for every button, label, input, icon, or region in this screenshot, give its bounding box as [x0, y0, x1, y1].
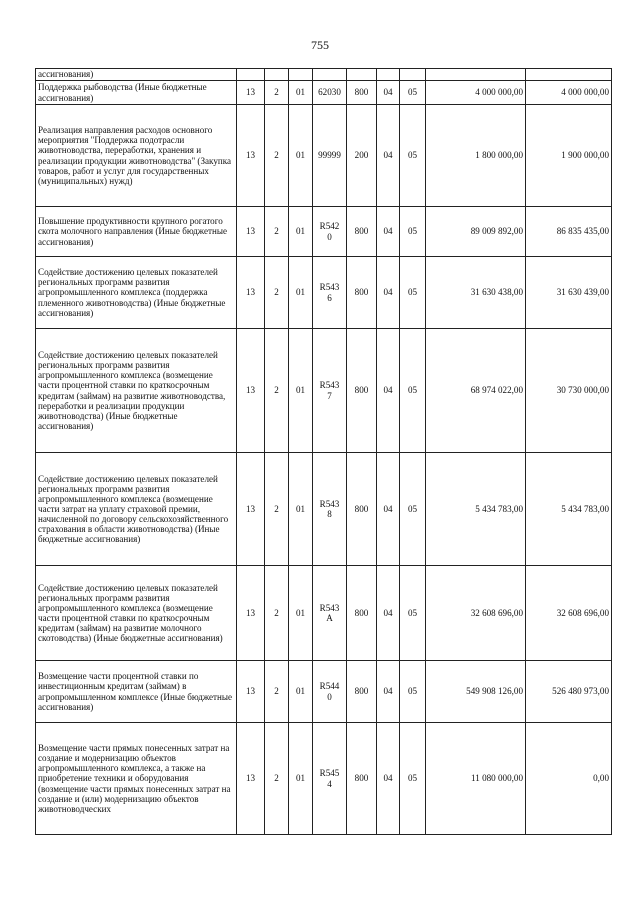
program-code-cell: 13: [237, 81, 265, 105]
subprogram-code-cell: 2: [265, 661, 289, 723]
row-name-cell: Возмещение части процентной ставки по инвестиционным кредитам (займам) в агропромышленном комплексе (Иные бюджетные ассигнования): [36, 661, 237, 723]
amount-year1-cell: 1 800 000,00: [426, 105, 526, 207]
event-code-cell: 01: [289, 105, 313, 207]
subsection-cell: 05: [400, 257, 426, 329]
table-row: [36, 105, 612, 207]
row-name-cell: Реализация направления расходов основного мероприятия "Поддержка подотрасли животноводства, переработки, хранения и реализации продукции животноводства" (Закупка товаров, работ и услуг для государственных (муниципальных) нужд): [36, 105, 237, 207]
subsection-cell: 05: [400, 723, 426, 835]
row-name-cell: Содействие достижению целевых показателей региональных программ развития агропромышленного комплекса (поддержка племенного животноводства) (Иные бюджетные ассигнования): [36, 257, 237, 329]
subprogram-code-cell: 2: [265, 207, 289, 257]
subprogram-code-cell: 2: [265, 566, 289, 661]
subsection-cell: 05: [400, 566, 426, 661]
subprogram-code-cell: 2: [265, 257, 289, 329]
direction-code-cell: R543 7: [313, 329, 347, 453]
table-row: [36, 723, 612, 835]
table-row: [36, 257, 612, 329]
amount-year2-cell: 526 480 973,00: [526, 661, 612, 723]
row-name-cell: Повышение продуктивности крупного рогатого скота молочного направления (Иные бюджетные ассигнования): [36, 207, 237, 257]
row-name-cell: Поддержка рыбоводства (Иные бюджетные ассигнования): [36, 81, 237, 105]
amount-year1-cell: 31 630 438,00: [426, 257, 526, 329]
amount-year2-cell: 5 434 783,00: [526, 453, 612, 566]
program-code-cell: 13: [237, 329, 265, 453]
direction-code-cell: R543 A: [313, 566, 347, 661]
direction-code-cell: R545 4: [313, 723, 347, 835]
section-cell: 04: [377, 105, 400, 207]
event-code-cell: 01: [289, 329, 313, 453]
amount-year2-cell: 31 630 439,00: [526, 257, 612, 329]
program-code-cell: 13: [237, 105, 265, 207]
amount-year2-cell: 1 900 000,00: [526, 105, 612, 207]
amount-year1-cell: 68 974 022,00: [426, 329, 526, 453]
amount-year2-cell: 30 730 000,00: [526, 329, 612, 453]
direction-code-cell: 99999: [313, 105, 347, 207]
program-code-cell: 13: [237, 723, 265, 835]
page-number: 755: [311, 38, 329, 52]
row-name-cell: Содействие достижению целевых показателей региональных программ развития агропромышленного комплекса (возмещение части процентной ставки по краткосрочным кредитам (займам) на развитие животноводства, переработки и реализации продукции животноводства) (Иные бюджетные ассигнования): [36, 329, 237, 453]
subprogram-code-cell: [265, 69, 289, 81]
row-name-cell: ассигнования): [36, 69, 237, 81]
table-row: [36, 453, 612, 566]
amount-year2-cell: 0,00: [526, 723, 612, 835]
expense-type-cell: 800: [347, 81, 377, 105]
subsection-cell: [400, 69, 426, 81]
direction-code-cell: [313, 69, 347, 81]
program-code-cell: 13: [237, 453, 265, 566]
subsection-cell: 05: [400, 105, 426, 207]
expense-type-cell: 800: [347, 453, 377, 566]
row-name-cell: Содействие достижению целевых показателей региональных программ развития агропромышленного комплекса (возмещение части процентной ставки по краткосрочным кредитам (займам) на развитие молочного скотоводства) (Иные бюджетные ассигнования): [36, 566, 237, 661]
amount-year2-cell: 4 000 000,00: [526, 81, 612, 105]
subprogram-code-cell: 2: [265, 105, 289, 207]
subprogram-code-cell: 2: [265, 453, 289, 566]
amount-year2-cell: 32 608 696,00: [526, 566, 612, 661]
amount-year2-cell: [526, 69, 612, 81]
amount-year1-cell: 89 009 892,00: [426, 207, 526, 257]
expense-type-cell: 200: [347, 105, 377, 207]
program-code-cell: [237, 69, 265, 81]
expense-type-cell: 800: [347, 723, 377, 835]
row-name-cell: Возмещение части прямых понесенных затрат на создание и модернизацию объектов агропромышленного комплекса, а также на приобретение техники и оборудования (возмещение части прямых понесенных затрат на создание и (или) модернизацию объектов животноводческих: [36, 723, 237, 835]
table-row: [36, 81, 612, 105]
event-code-cell: 01: [289, 257, 313, 329]
expense-type-cell: 800: [347, 329, 377, 453]
subprogram-code-cell: 2: [265, 81, 289, 105]
direction-code-cell: R543 6: [313, 257, 347, 329]
table-row: [36, 69, 612, 81]
direction-code-cell: 62030: [313, 81, 347, 105]
section-cell: 04: [377, 207, 400, 257]
program-code-cell: 13: [237, 207, 265, 257]
program-code-cell: 13: [237, 566, 265, 661]
subsection-cell: 05: [400, 207, 426, 257]
amount-year2-cell: 86 835 435,00: [526, 207, 612, 257]
event-code-cell: 01: [289, 566, 313, 661]
expense-type-cell: 800: [347, 257, 377, 329]
expense-type-cell: 800: [347, 566, 377, 661]
subsection-cell: 05: [400, 661, 426, 723]
row-name-cell: Содействие достижению целевых показателей региональных программ развития агропромышленного комплекса (возмещение части затрат на уплату страховой премии, начисленной по договору сельскохозяйственного страхования в области животноводства) (Иные бюджетные ассигнования): [36, 453, 237, 566]
subprogram-code-cell: 2: [265, 329, 289, 453]
direction-code-cell: R542 0: [313, 207, 347, 257]
table-row: [36, 207, 612, 257]
amount-year1-cell: 4 000 000,00: [426, 81, 526, 105]
section-cell: 04: [377, 723, 400, 835]
table-body: [36, 69, 612, 835]
section-cell: 04: [377, 453, 400, 566]
table-row: [36, 329, 612, 453]
section-cell: 04: [377, 81, 400, 105]
event-code-cell: 01: [289, 81, 313, 105]
amount-year1-cell: [426, 69, 526, 81]
event-code-cell: 01: [289, 661, 313, 723]
section-cell: 04: [377, 661, 400, 723]
section-cell: 04: [377, 257, 400, 329]
event-code-cell: 01: [289, 453, 313, 566]
table-row: [36, 566, 612, 661]
budget-table: [35, 68, 612, 835]
amount-year1-cell: 5 434 783,00: [426, 453, 526, 566]
subsection-cell: 05: [400, 329, 426, 453]
expense-type-cell: 800: [347, 661, 377, 723]
table-row: [36, 661, 612, 723]
event-code-cell: [289, 69, 313, 81]
expense-type-cell: [347, 69, 377, 81]
program-code-cell: 13: [237, 257, 265, 329]
event-code-cell: 01: [289, 207, 313, 257]
section-cell: 04: [377, 566, 400, 661]
subsection-cell: 05: [400, 453, 426, 566]
expense-type-cell: 800: [347, 207, 377, 257]
section-cell: 04: [377, 329, 400, 453]
amount-year1-cell: 549 908 126,00: [426, 661, 526, 723]
direction-code-cell: R544 0: [313, 661, 347, 723]
program-code-cell: 13: [237, 661, 265, 723]
section-cell: [377, 69, 400, 81]
subsection-cell: 05: [400, 81, 426, 105]
amount-year1-cell: 32 608 696,00: [426, 566, 526, 661]
event-code-cell: 01: [289, 723, 313, 835]
direction-code-cell: R543 8: [313, 453, 347, 566]
amount-year1-cell: 11 080 000,00: [426, 723, 526, 835]
subprogram-code-cell: 2: [265, 723, 289, 835]
